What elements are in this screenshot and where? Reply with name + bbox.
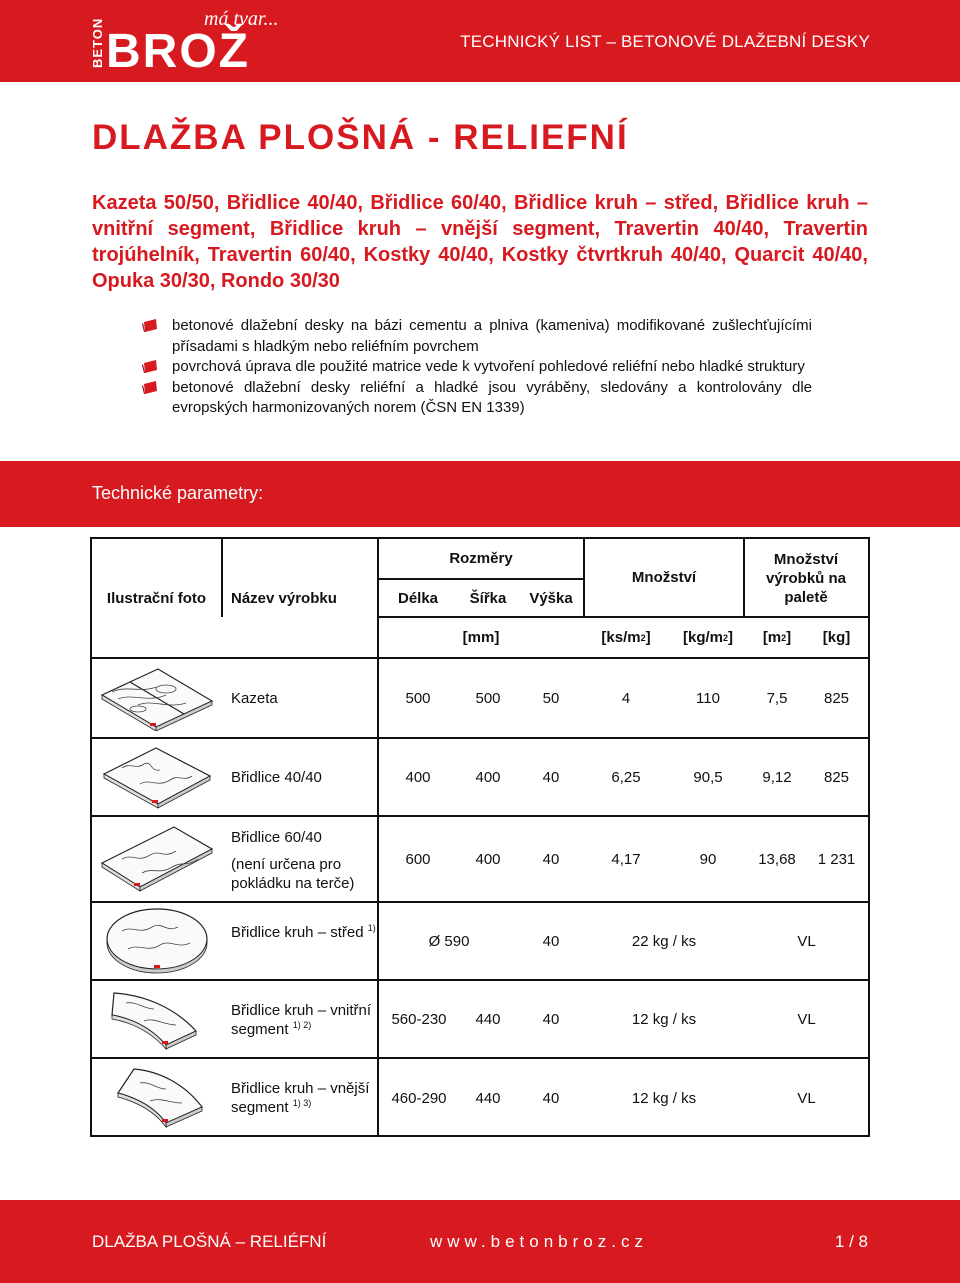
header-pallet: Množství výrobků na paletě (765, 550, 847, 606)
cell-height: 40 (542, 1010, 560, 1028)
page-title: DLAŽBA PLOŠNÁ - RELIEFNÍ (92, 118, 629, 157)
cell-width: 400 (475, 768, 501, 786)
cell-width: 500 (475, 689, 501, 707)
cell-kg-m2: 90,5 (693, 768, 723, 786)
bullet-text: betonové dlažební desky reliéfní a hladké jsou vyráběny, sledovány a kontrolovány dle evropských harmonizovaných norem (ČSN EN 1339) (172, 378, 812, 416)
cell-weight: 12 kg / ks (631, 1010, 697, 1028)
bullet-icon (142, 319, 158, 332)
header-length: Délka (397, 589, 439, 607)
cell-weight: 12 kg / ks (631, 1089, 697, 1107)
footnote-ref: 1) (367, 923, 376, 933)
product-photo-bridlice-60 (98, 823, 216, 895)
cell-diameter: Ø 590 (428, 932, 470, 950)
product-photo-kruh-vnitrni (104, 985, 210, 1053)
section-title: Technické parametry: (92, 483, 264, 503)
product-name-cell (231, 819, 377, 901)
page-number: 1 / 8 (834, 1232, 868, 1251)
cell-m2: 9,12 (762, 768, 792, 786)
header-width: Šířka (469, 589, 507, 607)
product-name: Břidlice kruh – vnitřní segment (231, 1002, 372, 1038)
product-photo-bridlice-40 (100, 744, 214, 810)
product-name: Břidlice 60/40 (231, 828, 322, 846)
cell-ks-m2: 6,25 (611, 768, 641, 786)
page-header (0, 0, 960, 82)
list-item (142, 378, 812, 419)
bullet-icon (142, 381, 158, 394)
product-name: Břidlice kruh – střed (231, 924, 364, 941)
cell-ks-m2: 4 (621, 689, 631, 707)
product-name-cell (231, 1059, 377, 1137)
bullet-text: povrchová úprava dle použité matrice vede k vytvoření pohledové reliéfní nebo hladké struktury (172, 358, 805, 375)
feature-list (142, 316, 812, 419)
cell-width: 400 (475, 850, 501, 868)
cell-length: 500 (405, 689, 431, 707)
cell-height: 40 (542, 1089, 560, 1107)
logo-beton-text: BETON (90, 17, 105, 68)
product-photo-kruh-vnejsi (104, 1063, 210, 1131)
cell-ks-m2: 4,17 (611, 850, 641, 868)
cell-length: 560-230 (391, 1010, 447, 1028)
cell-weight: 22 kg / ks (631, 932, 697, 950)
footer-document-name: DLAŽBA PLOŠNÁ – RELIÉFNÍ (92, 1232, 327, 1251)
cell-kg: 825 (823, 768, 850, 786)
product-name-cell (231, 903, 377, 979)
cell-pallet: VL (797, 1089, 816, 1107)
cell-length: 400 (405, 768, 431, 786)
cell-width: 440 (475, 1010, 501, 1028)
logo-slogan: má tvar... (204, 8, 279, 30)
header-height: Výška (529, 589, 573, 607)
product-name: Břidlice 40/40 (231, 768, 322, 786)
header-name: Název výrobku (231, 589, 337, 607)
cell-pallet: VL (797, 1010, 816, 1028)
list-item (142, 357, 812, 378)
section-band (0, 461, 960, 527)
header-photo: Ilustrační foto (106, 589, 207, 607)
cell-kg: 825 (823, 689, 850, 707)
cell-kg-m2: 110 (696, 689, 720, 707)
header-quantity: Množství (631, 569, 697, 586)
bullet-text: betonové dlažební desky na bázi cementu a plniva (kameniva) modifikované zušlechťujícími přísadami s hladkým nebo reliéfním povrchem (172, 317, 812, 355)
product-photo-kruh-stred (104, 907, 210, 975)
product-name: Kazeta (231, 689, 278, 707)
cell-width: 440 (475, 1089, 501, 1107)
product-note: (není určena pro pokládku na terče) (231, 855, 355, 892)
product-list-subtitle: Kazeta 50/50, Břidlice 40/40, Břidlice 60/40, Břidlice kruh – střed, Břidlice kruh – vnitřní segment, Břidlice kruh – vnější segment, Travertin 40/40, Travertin trojúhelník, Travertin 60/40, Kostky 40/40, Kostky čtvrtkruh 40/40, Quarcit 40/40, Opuka 30/30, Rondo 30/30 (92, 192, 868, 292)
cell-length: 600 (405, 850, 431, 868)
unit-kg-m2: [kg/m 2 ] (682, 629, 734, 646)
document-type-title: TECHNICKÝ LIST – BETONOVÉ DLAŽEBNÍ DESKY (460, 32, 870, 51)
list-item (142, 316, 812, 357)
parameters-table (90, 537, 870, 1137)
unit-mm: [mm] (462, 629, 500, 646)
footnote-ref: 1) 2) (292, 1020, 312, 1030)
unit-ks-m2: [ks/m 2 ] (601, 629, 651, 646)
cell-kg: 1 231 (817, 850, 856, 868)
cell-m2: 7,5 (766, 689, 788, 707)
cell-kg-m2: 90 (699, 850, 717, 868)
page-footer (0, 1200, 960, 1283)
bullet-icon (142, 360, 158, 373)
product-name-cell (231, 981, 377, 1057)
cell-pallet: VL (797, 932, 816, 950)
unit-kg: [kg] (822, 629, 851, 646)
cell-height: 40 (542, 932, 560, 950)
cell-height: 50 (542, 689, 560, 707)
cell-m2: 13,68 (758, 850, 796, 868)
logo-broz-text: BROŽ (106, 25, 250, 78)
header-dimensions: Rozměry (449, 550, 513, 567)
product-name: Břidlice kruh – vnější segment (231, 1080, 370, 1116)
company-logo[interactable] (90, 8, 280, 78)
unit-m2: [m 2 ] (762, 629, 792, 646)
cell-length: 460-290 (391, 1089, 447, 1107)
footnote-ref: 1) 3) (292, 1098, 312, 1108)
product-photo-kazeta (98, 665, 216, 731)
cell-height: 40 (542, 768, 560, 786)
footer-website-link[interactable]: www.betonbroz.cz (430, 1232, 648, 1251)
cell-height: 40 (542, 850, 560, 868)
